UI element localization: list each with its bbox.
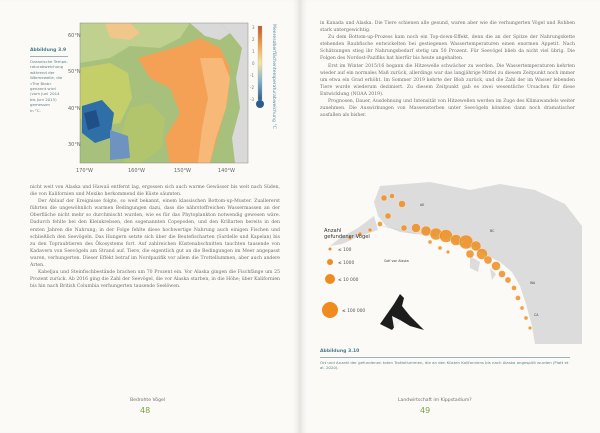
bird-count-bubble xyxy=(492,262,501,271)
bird-count-bubble xyxy=(499,271,506,278)
bird-count-bubble xyxy=(505,277,511,283)
figure-caption: Ozeanische Tempe- raturabweichung während der Wärmewelle, die »The Blob« genannt wird (vom Juni 2014 bis Juni 2015) gemessen in °C. xyxy=(30,59,68,113)
colorbar-tick: 0 xyxy=(252,61,255,66)
place-label: Golf von Alaska xyxy=(384,259,409,263)
bird-count-bubble xyxy=(528,326,532,330)
page-number: 49 xyxy=(420,406,431,415)
colorbar-title: Meeresoberflächentemperaturabweichung °C xyxy=(271,24,276,129)
bird-count-bubble xyxy=(412,224,421,233)
colorbar-tick: -1 xyxy=(250,73,254,78)
bird-count-bubble xyxy=(428,240,432,244)
legend-bubble xyxy=(327,259,333,265)
bird-count-bubble xyxy=(399,201,406,208)
place-label: AK xyxy=(420,203,425,207)
bird-count-bubble xyxy=(438,246,442,250)
colorbar-tick: 1 xyxy=(252,49,255,54)
bird-count-bubble xyxy=(516,296,521,301)
lat-label-40n: 40°N xyxy=(68,106,81,112)
bird-count-bubble xyxy=(446,250,450,254)
right-body-text xyxy=(320,20,575,119)
lon-label-160w: 160°W xyxy=(128,168,145,174)
lon-label-170w: 170°W xyxy=(76,168,93,174)
lat-label-60n: 60°N xyxy=(68,33,81,39)
page-number: 48 xyxy=(140,406,151,415)
paragraph: Prognosen, Dauer, Ausdehnung und Intensität von Hitzewellen werden im Zuge des Klimawandels weiter zunehmen. Die Auswirkungen von Massensterben unter Seevögeln könnten dann noch dramatischer ausfallen als bisher. xyxy=(320,99,575,119)
bird-count-bubble xyxy=(381,195,387,201)
figure-caption: Ort und Anzahl der gefundenen toten Trottellummen, die an den Küsten Kaliforniens bis nach Alaska angespült wurden (Piatt et al. 2020). xyxy=(320,360,569,371)
colorbar-tick: 2 xyxy=(252,37,255,42)
legend-item: ≤ 100 000 xyxy=(342,309,366,314)
bird-count-bubble xyxy=(466,250,474,258)
caption-rule xyxy=(320,357,570,358)
bird-count-bubble xyxy=(421,226,431,236)
figure-label: Abbildung 3.10 xyxy=(320,349,360,354)
colorbar-tick: -3 xyxy=(250,97,254,102)
colorbar-tick: -2 xyxy=(250,85,254,90)
footer-title: Bedrohte Vögel xyxy=(130,398,166,403)
bird-count-bubble xyxy=(390,194,395,199)
left-body-text xyxy=(30,184,280,290)
colorbar-tick: 3 xyxy=(252,25,255,30)
paragraph: nicht weit von Alaska und Hawaii entfernt lag, ergossen sich auch warme Gewässer bis weit nach Süden, die von Kalifornien und Mexiko herkommend die Küste säumten. xyxy=(30,185,280,198)
lon-label-150w: 150°W xyxy=(174,168,191,174)
sea-temperature-anomaly-map xyxy=(70,18,290,178)
bird-count-bubble xyxy=(368,228,372,232)
bird-count-bubble xyxy=(385,213,391,219)
legend-item: ≤ 100 xyxy=(338,248,352,253)
legend-title: gefundener Vögel xyxy=(324,234,370,240)
colorbar xyxy=(258,26,262,100)
place-label: WA xyxy=(530,281,536,285)
lat-label-30n: 30°N xyxy=(68,142,81,148)
place-label: BC xyxy=(490,229,495,233)
figure-label: Abbildung 3.9 xyxy=(30,48,67,53)
map-body xyxy=(80,23,248,163)
legend-title: Anzahl xyxy=(324,228,342,234)
legend-bubble xyxy=(325,274,335,284)
caption-rule xyxy=(30,56,68,57)
place-label: CA xyxy=(534,313,539,317)
right-page xyxy=(300,0,600,433)
dead-seabird-map xyxy=(320,176,585,344)
bird-count-bubble xyxy=(524,316,528,320)
legend-item: ≤ 10 000 xyxy=(338,278,359,283)
bird-count-bubble xyxy=(401,225,407,231)
lon-label-140w: 140°W xyxy=(218,168,235,174)
paragraph: Kabeljau und Steinfischbestände brachen um 70 Prozent ein. Vor Alaska gingen die Fischfänge um 25 Prozent zurück. Ab 2016 ging die Zahl der Seevögel, die vor Alaska starben, in die Höhe; über Kalifornien bis hin nach British Columbia verhungerten tausende Seelöwen. xyxy=(30,270,280,290)
bird-count-bubble xyxy=(484,256,492,264)
paragraph: in Kanada und Alaska. Die Tiere schienen alle gesund, waren aber wie die verhungerten Vögel und Robben stark untergewichtig. xyxy=(320,21,575,34)
legend-item: ≤ 1000 xyxy=(338,261,355,266)
paragraph: Der Ablauf der Ereignisse folgte, so weit bekannt, einem klassischen Bottom-up-Muster. Zuallererst führten die ungewöhnlich warmen Bedingungen dazu, dass die nährstoffreichen Wassermassen an der Oberfläche nicht mehr so durchmischt wurden, wie es für das Phytoplankton notwendig gewesen wäre. Dadurch fehlte bei den Kleinkrebsen, den sogenannten Copepoden, und den Krillarten bereits in den ersten Jahren die Nahrung; in der Folge fehlte diese hochwertige Nahrung auch einigen Fischen und schließlich den Seevögeln. Das Hungern setzte sich über die Beutefischarten (Sardelle und Kapelan) bis zu den Topraubtieren des Ökosystems fort. Auf zahlreichen Küstenabschnitten tauchten tausende von Kadavern von Seevögeln am Strand auf. Tiere, die eigentlich gut an die Bedingungen im Meer angepasst waren, verhungerten. Dieser Effekt betraf im Nordpazifik vor allem die Trottellummen, aber auch andere Arten. xyxy=(30,199,280,269)
bird-count-bubble xyxy=(378,222,383,227)
lat-label-50n: 50°N xyxy=(68,69,81,75)
paragraph: Erst im Winter 2015/16 begann die Hitzewelle schwächer zu werden. Die Wassertemperaturen kehrten wieder auf ein normales Maß zurück, allerdings war das langjährige Mittel zu diesem Zeitpunkt noch immer um etwa ein Grad erhöht. Im Sommer 2019 kehrte der Blob zurück, und die Zahl der im Wasser lebenden Tiere wurde wiederum dezimiert. Zu diesem Zeitpunkt gab es zwei wesentliche Ursachen für diese Entwicklung (NOAA 2019). xyxy=(320,63,575,97)
bird-count-bubble xyxy=(512,286,517,291)
legend-bubble xyxy=(322,302,338,318)
footer-title: Landwirtschaft im Kippstadium? xyxy=(398,398,472,403)
colorbar-bulb xyxy=(256,100,264,108)
legend-bubble xyxy=(329,248,332,251)
bird-count-bubble xyxy=(520,306,524,310)
paragraph: Zu dem Bottom-up-Prozess kam noch ein Top-down-Effekt, denn die an der Spitze der Nahrungskette stehenden Raubfische entwickelten bei gestiegenen Wassertemperaturen einen enormen Appetit. Nach Schätzungen stieg ihr Nahrungsbedarf stetig um 50 Prozent. Für Seevögel blieb da nicht viel übrig. Die Folgen des Nordost-Pazifiks hat hierfür bis heute angehalten. xyxy=(320,35,575,62)
